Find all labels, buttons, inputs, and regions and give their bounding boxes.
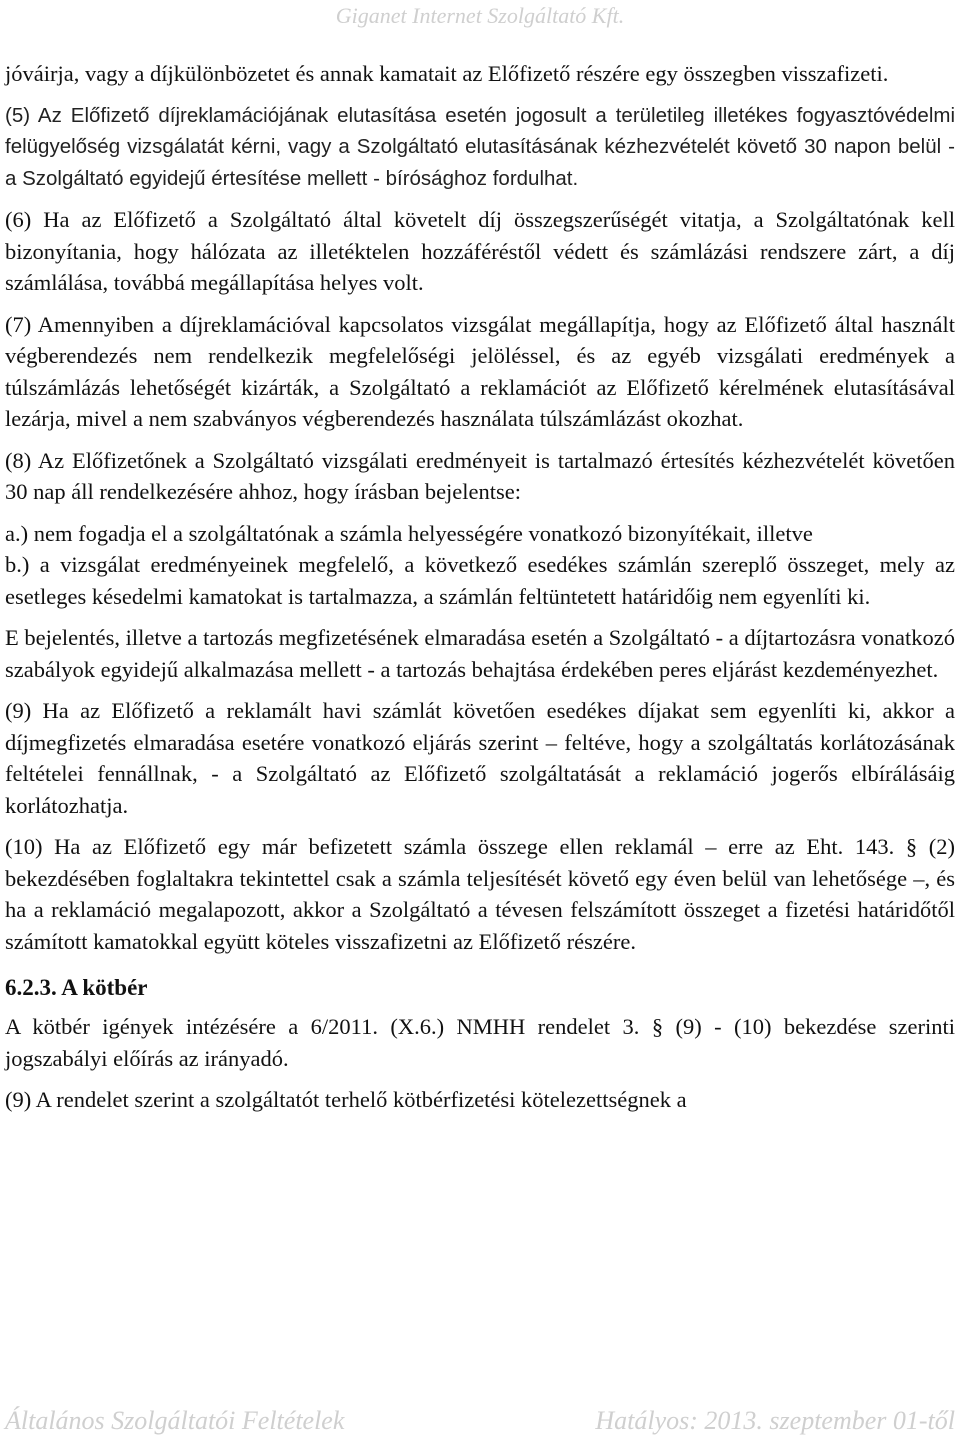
section-paragraph-2: (9) A rendelet szerint a szolgáltatót terhelő kötbérfizetési kötelezettségnek a <box>5 1087 687 1112</box>
page-header <box>0 2 960 30</box>
paragraph-8-item-b: b.) a vizsgálat eredményeinek megfelelő, a következő esedékes számlán szereplő összeget, mely az esetleges késedelmi kamatokat is tartalmazza, a számlán feltüntetett határidőig nem egyenlíti ki. <box>5 552 955 609</box>
paragraph-5: (5) Az Előfizető díjreklamációjának elutasítása esetén jogosult a területileg illetékes fogyasztóvédelmi felügyelőség vizsgálatát kérni, vagy a Szolgáltató elutasításának kézhezvételét követő 30 napon belül - a Szolgáltató egyidejű értesítése mellett - bírósághoz fordulhat. <box>5 103 955 190</box>
paragraph-6: (6) Ha az Előfizető a Szolgáltató által követelt díj összegszerűségét vitatja, a Szolgáltatónak kell bizonyítania, hogy hálózata az illetéktelen hozzáféréstől védett és számlázási rendszere zárt, a díj számlálása, továbbá megállapítása helyes volt. <box>5 207 955 295</box>
footer-effective-date: Hatályos: 2013. szeptember 01-től <box>595 1406 955 1435</box>
paragraph-8-notice: E bejelentés, illetve a tartozás megfizetésének elmaradása esetén a Szolgáltató - a díjtartozásra vonatkozó szabályok egyidejű alkalmazása mellett - a tartozás behajtása érdekében peres eljárást kezdeményezhet. <box>5 625 955 682</box>
paragraph-continuation: jóváirja, vagy a díjkülönbözetet és annak kamatait az Előfizető részére egy összegben visszafizeti. <box>5 61 889 86</box>
section-paragraph-1: A kötbér igények intézésére a 6/2011. (X.6.) NMHH rendelet 3. § (9) - (10) bekezdése szerinti jogszabályi előírás az irányadó. <box>5 1014 955 1071</box>
document-body <box>5 58 955 1126</box>
paragraph-8: (8) Az Előfizetőnek a Szolgáltató vizsgálati eredményeit is tartalmazó értesítés kézhezvételét követően 30 nap áll rendelkezésére ahhoz, hogy írásban bejelentse: <box>5 447 955 504</box>
footer-title: Általános Szolgáltatói Feltételek <box>5 1406 345 1435</box>
header-company: Giganet Internet Szolgáltató Kft. <box>335 3 625 28</box>
paragraph-10: (10) Ha az Előfizető egy már befizetett számla összege ellen reklamál – erre az Eht. 143. § (2) bekezdésében foglaltakra tekintettel csak a számla teljesítését követő egy éven belül van lehetősége –, és ha a reklamáció megalapozott, akkor a Szolgáltató a tévesen felszámított összeget a fizetési határidőtől számított kamatokkal együtt köteles visszafizetni az Előfizető részére. <box>5 834 955 954</box>
paragraph-8-item-a: a.) nem fogadja el a szolgáltatónak a számla helyességére vonatkozó bizonyítékait, illetve <box>5 520 813 546</box>
page-footer <box>5 1404 955 1438</box>
paragraph-7: (7) Amennyiben a díjreklamációval kapcsolatos vizsgálat megállapítja, hogy az Előfizető által használt végberendezés nem rendelkezik megfelelőségi jelöléssel, és az egyéb vizsgálati eredmények a túlszámlázás lehetőségét kizárták, a Szolgáltató a reklamációt az Előfizető kérelmének elutasításával lezárja, mivel a nem szabványos végberendezés használata túlszámlázást okozhat. <box>5 311 955 431</box>
paragraph-9: (9) Ha az Előfizető a reklamált havi számlát követően esedékes díjakat sem egyenlíti ki, akkor a díjmegfizetés elmaradása esetére vonatkozó eljárás szerint – feltéve, hogy a szolgáltatás korlátozásának feltételei fennállnak, - a Szolgáltató az Előfizető szolgáltatását a reklamáció jogerős elbírálásáig korlátozhatja. <box>5 698 955 818</box>
section-heading: 6.2.3. A kötbér <box>5 975 148 1000</box>
